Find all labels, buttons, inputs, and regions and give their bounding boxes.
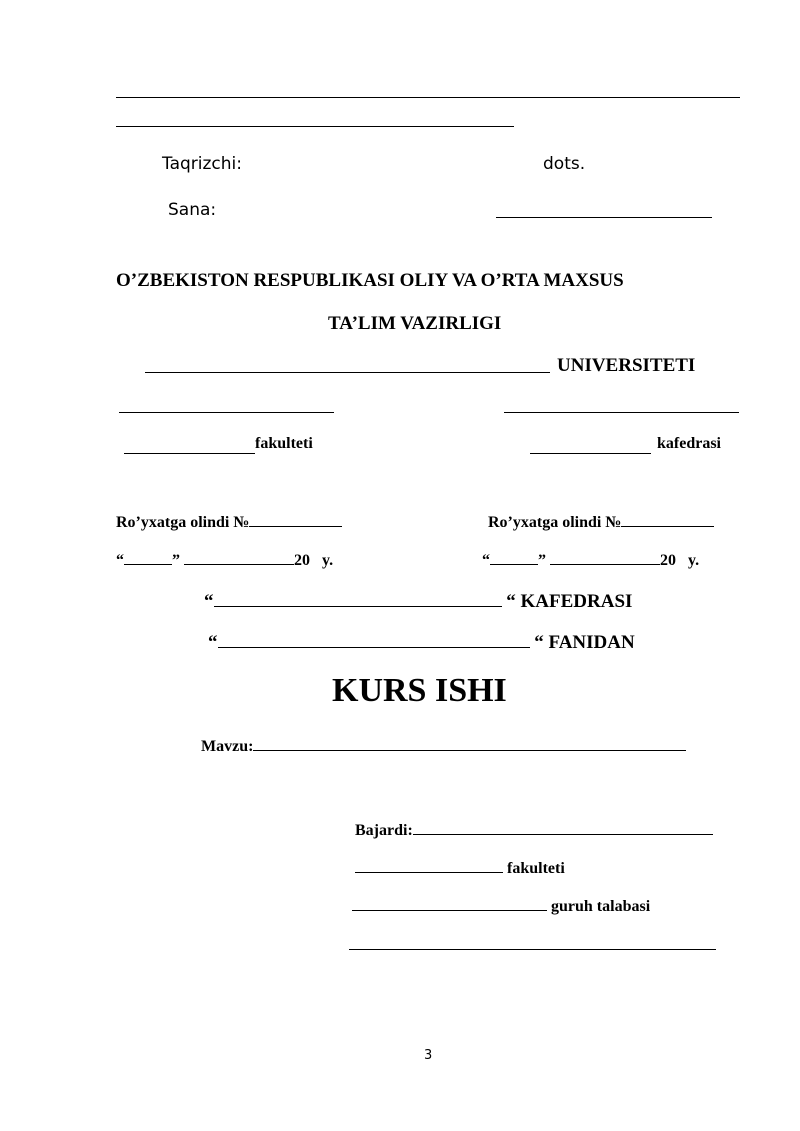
top-blank-line-1: [116, 97, 740, 98]
day-blank: [490, 549, 538, 565]
topic-blank: [253, 735, 686, 751]
open-quote: “: [204, 591, 214, 612]
faculty-blank-line: [124, 453, 255, 454]
month-blank: [184, 549, 294, 565]
close-quote: ”: [172, 552, 180, 569]
registration-date-right: [482, 549, 699, 570]
author-extra-blank-line: [349, 949, 716, 950]
day-blank: [124, 549, 172, 565]
author-group-label: guruh talabasi: [551, 898, 651, 915]
faculty-label: fakulteti: [255, 435, 313, 452]
date-blank-line: [496, 217, 712, 218]
department-blank-line: [530, 453, 651, 454]
open-quote: “: [116, 552, 124, 569]
year-suffix: y.: [688, 552, 700, 569]
year-prefix: 20: [660, 552, 676, 569]
fanidan-blank: [218, 629, 530, 648]
kafedrasi-label: “ KAFEDRASI: [506, 591, 633, 612]
ministry-line-1: O’ZBEKISTON RESPUBLIKASI OLIY VA O’RTA MAXSUS: [116, 270, 624, 291]
date-label: Sana:: [168, 200, 217, 220]
open-quote: “: [482, 552, 490, 569]
registration-right: [488, 511, 714, 532]
open-quote: “: [208, 632, 218, 653]
author-faculty-blank: [355, 857, 503, 873]
kafedrasi-line: [204, 588, 632, 613]
author-faculty-label: fakulteti: [507, 860, 565, 877]
author-faculty-line: [355, 857, 565, 878]
kafedrasi-blank: [214, 588, 502, 607]
top-blank-line-2: [116, 126, 514, 127]
author-group-line: [352, 895, 650, 916]
document-title: KURS ISHI: [332, 672, 507, 709]
year-suffix: y.: [322, 552, 334, 569]
month-blank: [550, 549, 660, 565]
reviewer-title-label: dots.: [543, 154, 586, 174]
university-blank-line: [145, 372, 550, 373]
registration-date-left: [116, 549, 333, 570]
reviewer-label: Taqrizchi:: [162, 154, 242, 174]
university-label: UNIVERSITETI: [557, 355, 696, 376]
registration-label: Ro’yxatga olindi №: [116, 514, 250, 531]
close-quote: ”: [538, 552, 546, 569]
bajardi-label: Bajardi:: [355, 822, 413, 839]
ministry-line-2: TA’LIM VAZIRLIGI: [328, 313, 502, 334]
topic-label: Mavzu:: [201, 738, 254, 755]
fanidan-line: [208, 629, 635, 654]
registration-label: Ro’yxatga olindi №: [488, 514, 622, 531]
author-group-blank: [352, 895, 547, 911]
faculty-top-blank-line: [119, 412, 334, 413]
registration-left: [116, 511, 342, 532]
author-name-blank: [413, 819, 713, 835]
registration-number-blank: [621, 511, 714, 527]
page-number: 3: [424, 1048, 433, 1063]
department-top-blank-line: [504, 412, 739, 413]
department-label: kafedrasi: [657, 435, 721, 452]
registration-number-blank: [249, 511, 342, 527]
year-prefix: 20: [294, 552, 310, 569]
author-line: [355, 819, 713, 840]
fanidan-label: “ FANIDAN: [534, 632, 635, 653]
topic-line: [201, 735, 686, 756]
